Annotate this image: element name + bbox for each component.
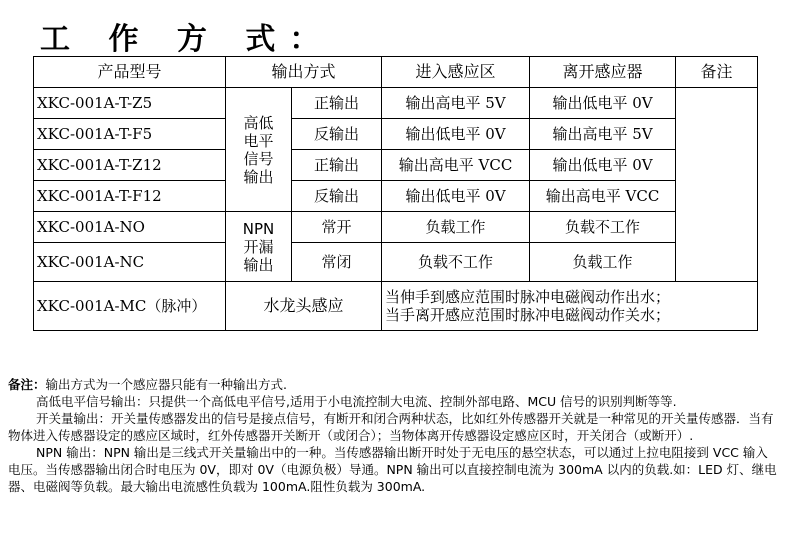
model-cell: XKC-001A-T-F12 [34,181,226,212]
table-row [34,181,758,212]
model-cell: XKC-001A-T-Z12 [34,150,226,181]
notes-line-1 [8,376,780,393]
header-leave-sensor: 离开感应器 [530,57,676,88]
notes-label: 备注： [8,377,46,392]
mode-text: 输出 [243,167,274,186]
leave-cell: 输出高电平 5V [530,119,676,150]
leave-cell: 负载工作 [530,243,676,282]
note-switch-output: 开关量输出：开关量传感器发出的信号是接点信号，有断开和闭合两种状态，比如红外传感器开关就是一种常见的开关量传感器．当有物体进入传感器设定的感应区域时，红外传感器开关断开（或闭合）；当物体离开传感器设定感应区时，开关闭合（或断开）. [8,411,774,443]
leave-cell: 输出低电平 0V [530,150,676,181]
leave-cell: 负载不工作 [530,212,676,243]
mc-description [382,282,758,331]
enter-cell: 输出低电平 0V [382,119,530,150]
note-high-low-output: 高低电平信号输出：只提供一个高低电平信号,适用于小电流控制大电流、控制外部电路、MCU 信号的识别判断等等. [36,394,677,409]
notes-text: 输出方式为一个感应器只能有一种输出方式. [45,377,287,392]
model-cell: XKC-001A-T-F5 [34,119,226,150]
mode-faucet-sensing: 水龙头感应 [226,282,382,331]
table-header-row [34,57,758,88]
header-output-mode: 输出方式 [226,57,382,88]
notes-section [8,376,780,495]
enter-cell: 负载不工作 [382,243,530,282]
mode-text: 高低 [243,113,274,132]
remarks-cell [676,88,758,282]
enter-cell: 输出低电平 0V [382,181,530,212]
mc-desc-line-1: 当伸手到感应范围时脉冲电磁阀动作出水； [385,288,671,306]
table-row [34,150,758,181]
model-cell: XKC-001A-MC（脉冲） [34,282,226,331]
enter-cell: 负载工作 [382,212,530,243]
table-row [34,119,758,150]
mode-text: 输出 [243,255,274,274]
table-row-mc [34,282,758,331]
mode-text: 电平 [243,131,274,150]
sub-mode-cell: 正输出 [292,88,382,119]
leave-cell: 输出低电平 0V [530,88,676,119]
sub-mode-cell: 正输出 [292,150,382,181]
model-cell: XKC-001A-NO [34,212,226,243]
table-row [34,88,758,119]
model-cell: XKC-001A-T-Z5 [34,88,226,119]
page-title: 工 作 方 式： [40,22,334,57]
sub-mode-cell: 常开 [292,212,382,243]
leave-cell: 输出高电平 VCC [530,181,676,212]
mode-text: 信号 [243,149,274,168]
mode-text: NPN [242,219,275,238]
sub-mode-cell: 反输出 [292,119,382,150]
enter-cell: 输出高电平 VCC [382,150,530,181]
mode-text: 开漏 [243,237,274,256]
table-row [34,243,758,282]
header-model: 产品型号 [34,57,226,88]
model-cell: XKC-001A-NC [34,243,226,282]
sub-mode-cell: 常闭 [292,243,382,282]
output-mode-table [33,56,758,331]
mode-npn-open-drain [226,212,292,282]
note-npn-output: NPN 输出：NPN 输出是三线式开关量输出中的一种。当传感器输出断开时处于无电压的悬空状态，可以通过上拉电阻接到 VCC 输入电压。当传感器输出闭合时电压为 0V，即对 0V（电源负极）导通。NPN 输出可以直接控制电流为 300mA 以内的负载.如：LED 灯、继电器、电磁阀等负载。最大输出电流感性负载为 100mA.阻性负载为 300mA. [8,445,777,494]
mode-high-low-level [226,88,292,212]
sub-mode-cell: 反输出 [292,181,382,212]
table-row [34,212,758,243]
mc-desc-line-2: 当手离开感应范围时脉冲电磁阀动作关水； [385,306,671,324]
enter-cell: 输出高电平 5V [382,88,530,119]
header-enter-zone: 进入感应区 [382,57,530,88]
header-remarks: 备注 [676,57,758,88]
